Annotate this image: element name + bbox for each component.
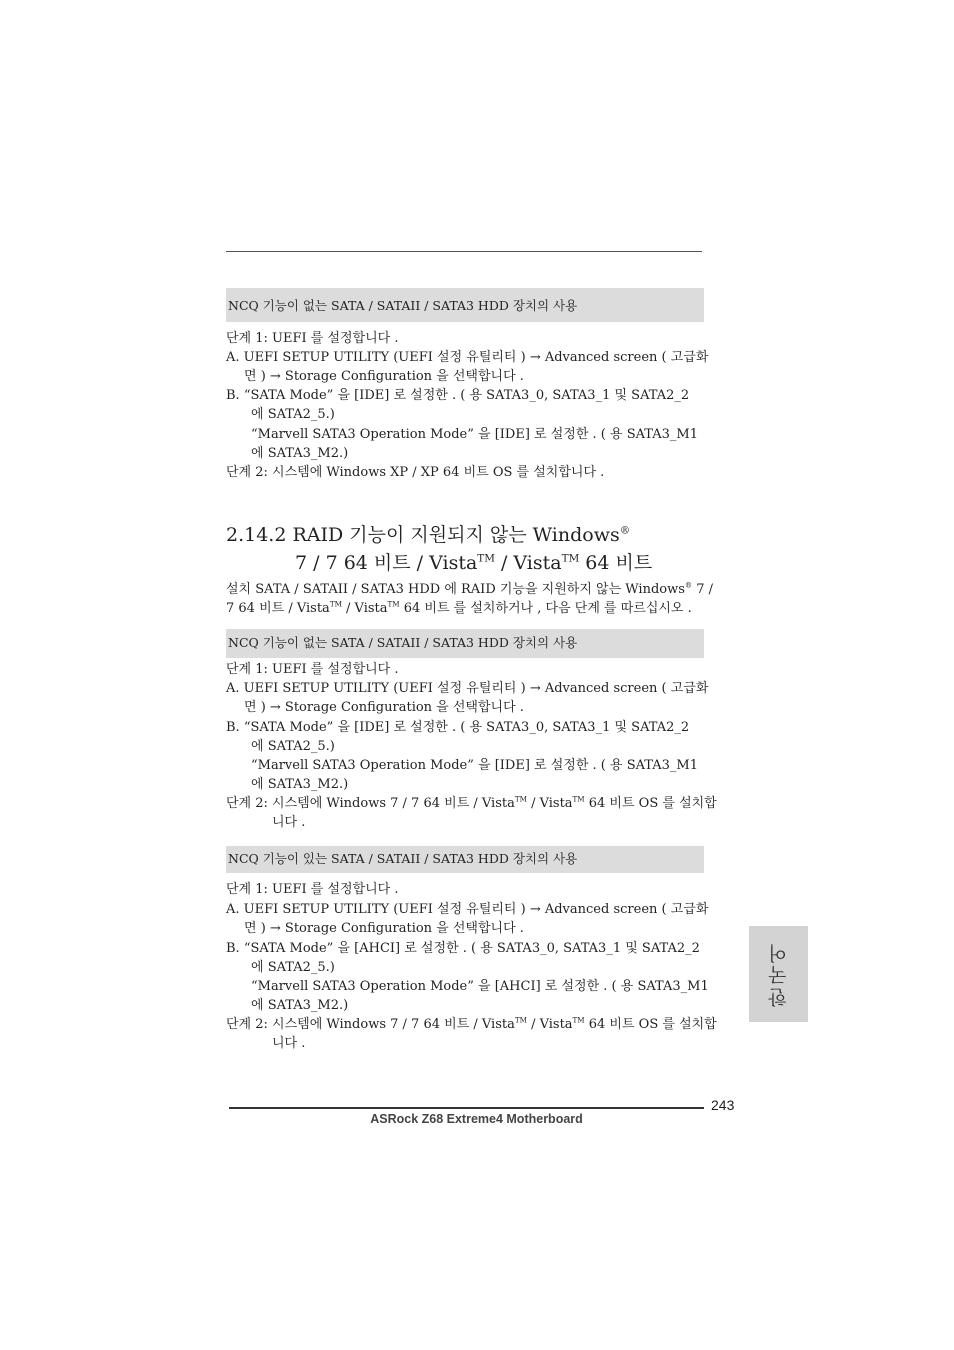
step-line: 단계 1: UEFI 를 설정합니다 . bbox=[226, 882, 399, 897]
step-line bbox=[226, 1017, 717, 1033]
language-tab-label: 한국어 bbox=[768, 941, 790, 1007]
title-text: 64 비트 bbox=[579, 552, 653, 574]
section-header-bar bbox=[226, 629, 704, 658]
trademark-mark: TM bbox=[387, 599, 400, 609]
step-line: 에 SATA3_M2.) bbox=[251, 998, 349, 1013]
section-header-bar bbox=[226, 288, 704, 322]
registered-mark: ® bbox=[684, 580, 693, 590]
step-line: “Marvell SATA3 Operation Mode” 을 [IDE] 로 설정한 . ( 용 SATA3_M1 bbox=[251, 758, 698, 773]
intro-text: 설치 SATA / SATAII / SATA3 HDD 에 RAID 기능을 지원하지 않는 Windows bbox=[226, 582, 685, 597]
step-text: 단계 2: 시스템에 Windows 7 / 7 64 비트 / Vista bbox=[226, 796, 515, 811]
step-line: 단계 1: UEFI 를 설정합니다 . bbox=[226, 662, 399, 677]
intro-line2 bbox=[226, 601, 692, 617]
trademark-mark: TM bbox=[329, 599, 342, 609]
step-line: 면 ) → Storage Configuration 을 선택합니다 . bbox=[244, 921, 524, 936]
footer-divider bbox=[229, 1107, 704, 1109]
step-line: 에 SATA2_5.) bbox=[251, 407, 335, 422]
step-line: 면 ) → Storage Configuration 을 선택합니다 . bbox=[244, 700, 524, 715]
intro-text: 7 / bbox=[692, 582, 713, 597]
step-line: B. “SATA Mode” 을 [AHCI] 로 설정한 . ( 용 SATA3_0, SATA3_1 및 SATA2_2 bbox=[226, 941, 700, 956]
trademark-mark: TM bbox=[572, 1015, 585, 1025]
intro-line1 bbox=[226, 582, 713, 598]
step-line: “Marvell SATA3 Operation Mode” 을 [IDE] 로 설정한 . ( 용 SATA3_M1 bbox=[251, 427, 698, 442]
section-title-line2 bbox=[295, 551, 652, 575]
step-line: B. “SATA Mode” 을 [IDE] 로 설정한 . ( 용 SATA3_0, SATA3_1 및 SATA2_2 bbox=[226, 388, 690, 403]
section-header-bar bbox=[226, 846, 704, 873]
title-text: / Vista bbox=[494, 552, 562, 574]
trademark-mark: TM bbox=[572, 794, 585, 804]
page-number: 243 bbox=[711, 1097, 735, 1113]
step-line: “Marvell SATA3 Operation Mode” 을 [AHCI] 로 설정한 . ( 용 SATA3_M1 bbox=[251, 979, 709, 994]
step-text: 64 비트 OS 를 설치합 bbox=[584, 796, 717, 811]
step-line: 단계 2: 시스템에 Windows XP / XP 64 비트 OS 를 설치합니다 . bbox=[226, 465, 605, 480]
title-text: 2.14.2 RAID 기능이 지원되지 않는 Windows bbox=[226, 524, 620, 546]
step-line: 면 ) → Storage Configuration 을 선택합니다 . bbox=[244, 369, 524, 384]
step-line: 니다 . bbox=[272, 815, 306, 830]
step-line: A. UEFI SETUP UTILITY (UEFI 설정 유틸리티 ) → Advanced screen ( 고급화 bbox=[226, 902, 709, 917]
step-text: / Vista bbox=[526, 1017, 573, 1032]
section-header-text: NCQ 기능이 없는 SATA / SATAII / SATA3 HDD 장치의 사용 bbox=[228, 298, 578, 313]
step-line: A. UEFI SETUP UTILITY (UEFI 설정 유틸리티 ) → Advanced screen ( 고급화 bbox=[226, 681, 709, 696]
trademark-mark: TM bbox=[477, 552, 495, 565]
trademark-mark: TM bbox=[514, 1015, 527, 1025]
step-line: 단계 1: UEFI 를 설정합니다 . bbox=[226, 331, 399, 346]
language-side-tab bbox=[749, 926, 808, 1022]
step-line: 에 SATA3_M2.) bbox=[251, 777, 349, 792]
step-line: 니다 . bbox=[272, 1036, 306, 1051]
title-text: 7 / 7 64 비트 / Vista bbox=[295, 552, 478, 574]
section-header-text: NCQ 기능이 없는 SATA / SATAII / SATA3 HDD 장치의 사용 bbox=[228, 635, 578, 650]
step-line: 에 SATA2_5.) bbox=[251, 739, 335, 754]
top-divider bbox=[226, 251, 702, 252]
step-text: 64 비트 OS 를 설치합 bbox=[584, 1017, 717, 1032]
intro-text: 7 64 비트 / Vista bbox=[226, 601, 330, 616]
trademark-mark: TM bbox=[514, 794, 527, 804]
trademark-mark: TM bbox=[561, 552, 580, 565]
section-title-line1 bbox=[226, 523, 630, 547]
step-line: A. UEFI SETUP UTILITY (UEFI 설정 유틸리티 ) → Advanced screen ( 고급화 bbox=[226, 350, 709, 365]
footer-text: ASRock Z68 Extreme4 Motherboard bbox=[370, 1112, 583, 1126]
intro-text: 64 비트 를 설치하거나 , 다음 단계 를 따르십시오 . bbox=[399, 601, 692, 616]
step-line: 에 SATA3_M2.) bbox=[251, 446, 349, 461]
step-text: / Vista bbox=[526, 796, 573, 811]
step-line bbox=[226, 796, 717, 812]
intro-text: / Vista bbox=[341, 601, 388, 616]
section-header-text: NCQ 기능이 있는 SATA / SATAII / SATA3 HDD 장치의 사용 bbox=[228, 851, 578, 866]
step-line: B. “SATA Mode” 을 [IDE] 로 설정한 . ( 용 SATA3_0, SATA3_1 및 SATA2_2 bbox=[226, 720, 690, 735]
registered-mark: ® bbox=[619, 524, 631, 537]
step-line: 에 SATA2_5.) bbox=[251, 960, 335, 975]
step-text: 단계 2: 시스템에 Windows 7 / 7 64 비트 / Vista bbox=[226, 1017, 515, 1032]
